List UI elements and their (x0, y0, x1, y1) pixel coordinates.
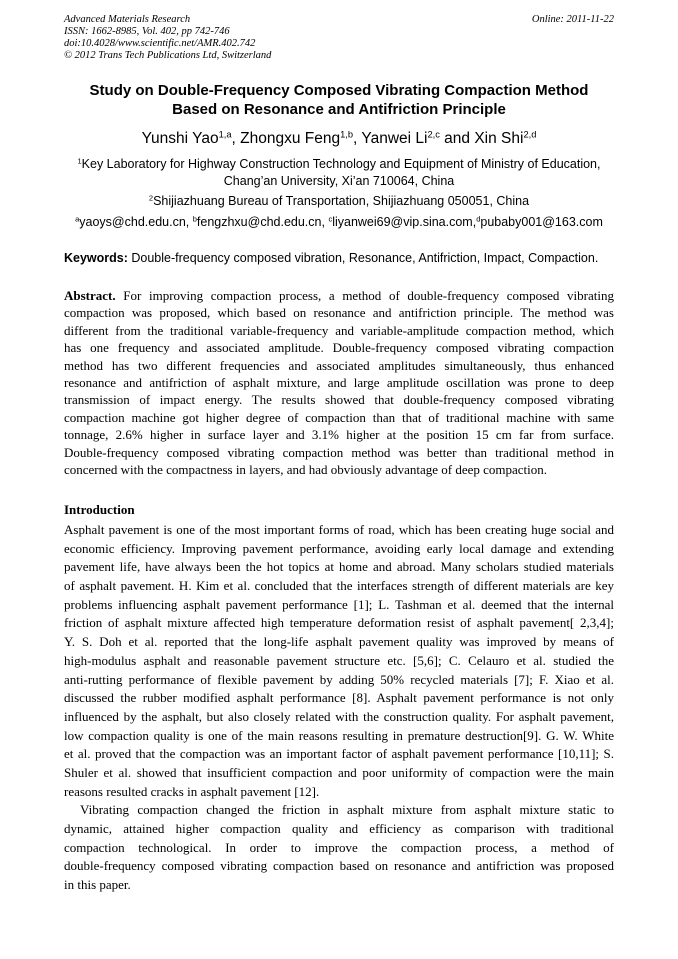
text-line: Y. S. Doh et al. reported that the long-life asphalt pavement quality was improved by means of (64, 634, 614, 650)
copyright: © 2012 Trans Tech Publications Ltd, Switzerland (64, 50, 272, 61)
text-line: transmission of impact energy. The results showed that double-frequency composed vibrating (64, 392, 614, 408)
abstract-line (64, 444, 614, 461)
abstract-line (64, 357, 614, 374)
paragraph-line (64, 820, 614, 839)
paragraph-line (64, 596, 614, 615)
text-line: compaction technological. In order to improve the compaction process, a method of (64, 839, 614, 855)
email-marker: b (192, 214, 197, 224)
text-line: compaction machine got higher degree of compaction than that of traditional machine with same (64, 409, 614, 425)
text-line: anti-rutting performance of flexible pavement by adding 50% recycled materials [7]; F. Xiao et al. (64, 671, 614, 687)
abstract-line (64, 339, 614, 356)
paragraph-line (64, 614, 614, 633)
text-line: dynamic, attained higher compaction quality and efficiency as comparison with traditional (64, 821, 614, 836)
paragraph-line (64, 633, 614, 652)
text-line: low compaction quality is one of the main reasons resulting in premature destruction[9]. G. W. White (64, 727, 614, 743)
doi: doi:10.4028/www.scientific.net/AMR.402.742 (64, 38, 256, 49)
text-line: influenced by the asphalt, but also closely related with the construction quality. For asphalt pavement, (64, 708, 614, 724)
affiliation-marker: 2 (148, 193, 154, 203)
author-list (30, 129, 648, 149)
affiliation-text: Shijiazhuang Bureau of Transportation, Shijiazhuang 050051, China (153, 194, 530, 208)
paragraph-line (64, 839, 614, 858)
text-line: different from the traditional variable-frequency and variable-amplitude compaction method, which (64, 322, 614, 338)
text-line: high-modulus asphalt and reasonable pavement structure etc. [5,6]; C. Celauro et al. studied the (64, 652, 614, 668)
email-list (30, 214, 648, 231)
abstract-line (64, 374, 614, 391)
text-line: discussed the rubber modified asphalt performance [8]. Asphalt pavement performance is not only (64, 690, 614, 706)
author: Yanwei Li$^{2,c}$ and (361, 129, 475, 147)
text-line: double-frequency composed vibrating compaction based on resonance and antifriction was proposed (64, 858, 614, 874)
abstract-line (64, 461, 614, 478)
text-line: resonance and antifriction of asphalt mixture, and large amplitude oscillation was prone to deep (64, 374, 614, 390)
text-line: Vibrating compaction changed the friction in asphalt mixture from asphalt mixture static to (80, 802, 614, 818)
text-line: method has two different frequencies and associated amplitudes simultaneously, thus enhanced (64, 357, 614, 373)
journal-header (64, 14, 271, 62)
keywords-text: Double-frequency composed vibration, Resonance, Antifriction, Impact, Compaction. (127, 251, 599, 265)
affiliation-2 (30, 193, 648, 210)
paragraph-line (64, 708, 614, 727)
paragraph-line (64, 540, 614, 559)
text-line: tonnage, 2.6% higher in surface layer and 3.1% higher at the position 15 cm far from surface. (64, 427, 614, 443)
affiliation-text: Chang’an University, Xi’an 710064, China (223, 174, 455, 188)
text-line: et al. proved that the compaction was an important factor of asphalt pavement performance [10,11]; S. (64, 746, 614, 762)
text-line: problems influencing asphalt pavement performance [1]; L. Tashman et al. deemed that the internal (64, 596, 614, 612)
text-line: concerned with the compactness in layers, and had obviously advantage of deep compaction. (64, 461, 548, 477)
paragraph-line (64, 764, 614, 783)
abstract (64, 287, 614, 478)
email[interactable]: pubaby001@163.com (480, 215, 603, 229)
author: Yunshi Yao$^{1,a}$, (141, 129, 241, 147)
paragraph-line (64, 652, 614, 671)
affiliation-marker: 1 (77, 156, 82, 166)
abstract-label: Abstract. (64, 288, 116, 303)
paragraph-line (64, 727, 614, 746)
text-line: reasons resulted cracks in asphalt pavement [12]. (64, 783, 320, 799)
text-line: Double-frequency composed vibrating compaction method was better than traditional method in (64, 444, 614, 460)
paragraph-line (64, 783, 614, 802)
text-line: Shuler et al. showed that insufficient compaction and poor uniformity of compaction were the main (64, 764, 614, 780)
text-line: economic efficiency. Improving pavement performance, avoiding early local damage and extending (64, 540, 614, 556)
paragraph-line (64, 521, 614, 540)
abstract-line (64, 287, 614, 304)
abstract-line (64, 391, 614, 408)
paragraph-line (64, 671, 614, 690)
author: Zhongxu Feng$^{1,b}$, (240, 129, 362, 147)
affiliation-1 (30, 156, 648, 190)
paragraph-line (64, 857, 614, 876)
paragraph-line (64, 801, 614, 820)
title-line: Study on Double-Frequency Composed Vibrating Compaction Method (89, 82, 589, 99)
text-line: has one frequency and associated amplitude. Double-frequency composed vibrating compaction (64, 340, 614, 356)
abstract-line (64, 426, 614, 443)
paragraph-line (64, 689, 614, 708)
journal-name: Advanced Materials Research (64, 14, 191, 25)
abstract-line (64, 304, 614, 321)
text-line: pavement life, have always been the hot topics at home and abroad. Many scholars studied materials (64, 559, 614, 575)
keywords-label: Keywords: (64, 251, 128, 265)
email[interactable]: fengzhxu@chd.edu.cn, (196, 215, 329, 229)
text-line: compaction was proposed, which based on resonance and antifriction principle. The method was (64, 305, 614, 321)
text-line: friction of asphalt mixture affected high temperature deformation resist of asphalt pavement[ 2,3,4]; (64, 615, 614, 631)
abstract-line (64, 322, 614, 339)
issn: ISSN: 1662-8985, Vol. 402, pp 742-746 (64, 26, 230, 37)
email-marker: c (328, 214, 333, 224)
text-line: of asphalt pavement. H. Kim et al. concluded that the interfaces strength of different materials are key (64, 578, 614, 594)
title-line: Based on Resonance and Antifriction Principle (172, 101, 506, 118)
section-heading-introduction: Introduction (64, 502, 135, 517)
email[interactable]: liyanwei69@vip.sina.com, (332, 215, 477, 229)
paragraph-line (64, 745, 614, 764)
paragraph-line (64, 558, 614, 577)
affiliation-text: Key Laboratory for Highway Construction Technology and Equipment of Ministry of Education, (81, 157, 601, 171)
text-line: For improving compaction process, a method of double-frequency composed vibrating (115, 288, 614, 303)
paragraph-line (64, 577, 614, 596)
text-line: Asphalt pavement is one of the most important forms of road, which has been creating huge social and (64, 522, 614, 537)
introduction-body (64, 521, 614, 895)
paper-title (40, 81, 638, 119)
author: Xin Shi$^{2,d}$ (474, 129, 537, 147)
keywords (64, 250, 598, 267)
paragraph-line (64, 876, 614, 895)
abstract-line (64, 409, 614, 426)
online-date: Online: 2011-11-22 (531, 14, 614, 25)
email-marker: d (476, 214, 481, 224)
email-marker: a (75, 214, 80, 224)
text-line: in this paper. (64, 877, 131, 893)
email[interactable]: yaoys@chd.edu.cn, (79, 215, 193, 229)
